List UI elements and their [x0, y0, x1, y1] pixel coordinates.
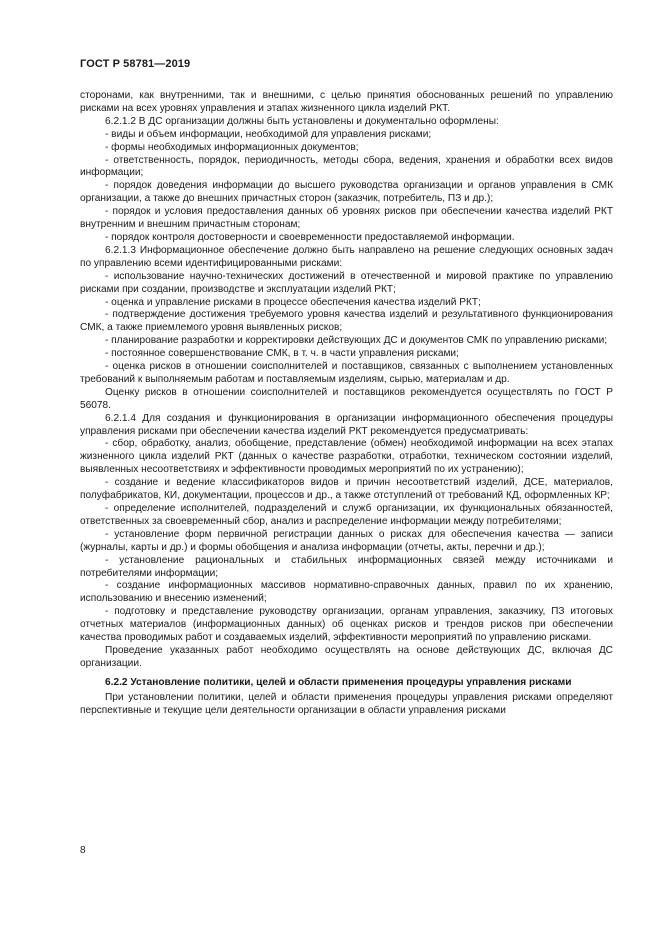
paragraph: - постоянное совершенствование СМК, в т. ч. в части управления рисками;	[105, 348, 459, 360]
paragraph: Оценку рисков в отношении соисполнителей и поставщиков рекомендуется осуществлять по ГОСТ Р 56078.	[80, 386, 613, 411]
document-header: ГОСТ Р 58781—2019	[80, 58, 191, 70]
paragraph: - формы необходимых информационных документов;	[105, 141, 359, 153]
section-heading: 6.2.2 Установление политики, целей и области применения процедуры управления рисками	[105, 676, 572, 688]
paragraph: - ответственность, порядок, периодичность, методы сбора, ведения, хранения и обработки всех видов информации;	[80, 154, 613, 179]
paragraph: - порядок доведения информации до высшего руководства организации и органов управления в СМК организации, а также до внешних причастных сторон (заказчик, потребитель, ПЗ и др.);	[80, 180, 613, 205]
paragraph: 6.2.1.3 Информационное обеспечение должно быть направлено на решение следующих основных задач по управлению всеми идентифицированными рисками:	[80, 244, 613, 269]
paragraph: При установлении политики, целей и области применения процедуры управления рисками определяют перспективные и текущие цели деятельности организации в области управления рисками	[80, 691, 613, 716]
paragraph: 6.2.1.4 Для создания и функционирования в организации информационного обеспечения процедуры управления рисками при обеспечении качества изделий РКТ рекомендуется предусматривать:	[80, 412, 613, 437]
page-number: 8	[80, 845, 86, 856]
paragraph: - создание и ведение классификаторов видов и причин несоответствий изделий, ДСЕ, материалов, полуфабрикатов, КИ, документации, процессов и др., а также отступлений от требований КД, оформленных КР;	[80, 477, 613, 502]
paragraph: - сбор, обработку, анализ, обобщение, представление (обмен) необходимой информации на всех этапах жизненного цикла изделий РКТ (данных о качестве разработки, отработки, техническом состоянии изделий, выявленных несоответствиях и эффективности проводимых мероприятий по их устранению);	[80, 438, 613, 476]
paragraph: - использование научно-технических достижений в отечественной и мировой практике по управлению рисками при создании, производстве и эксплуатации изделий РКТ;	[80, 270, 613, 295]
paragraph: - подготовку и представление руководству организации, органам управления, заказчику, ПЗ итоговых отчетных материалов (информационных данных) об оценках рисков и трендов рисков при обеспечении качества проводимых работ и создаваемых изделий, эффективности мероприятий по управлению рисками.	[80, 606, 613, 644]
paragraph: - порядок и условия предоставления данных об уровнях рисков при обеспечении качества изделий РКТ внутренним и внешним причастным сторонам;	[80, 206, 613, 231]
paragraph: - установление рациональных и стабильных информационных связей между источниками и потребителями информации;	[80, 554, 613, 579]
paragraph: - определение исполнителей, подразделений и служб организации, их функциональных обязанностей, ответственных за своевременный сбор, анализ и распределение информации между потребителями;	[80, 503, 613, 527]
page-body	[80, 90, 613, 718]
paragraph: - виды и объем информации, необходимой для управления рисками;	[105, 128, 432, 140]
paragraph: - подтверждение достижения требуемого уровня качества изделий и результативного функционирования СМК, а также приемлемого уровня выявленных рисков;	[80, 309, 613, 334]
paragraph: 6.2.1.2 В ДС организации должны быть установлены и документально оформлены:	[105, 115, 499, 127]
paragraph: - планирование разработки и корректировки действующих ДС и документов СМК по управлению рисками;	[105, 335, 608, 347]
paragraph: Проведение указанных работ необходимо осуществлять на основе действующих ДС, включая ДС организации.	[80, 644, 613, 669]
paragraph: - оценка и управление рисками в процессе обеспечения качества изделий РКТ;	[105, 296, 481, 308]
paragraph: - порядок контроля достоверности и своевременности предоставляемой информации.	[105, 231, 515, 243]
paragraph: - создание информационных массивов нормативно-справочных данных, правил по их хранению, использованию и внесению изменений;	[80, 580, 613, 605]
paragraph: - установление форм первичной регистрации данных о рисках для обеспечения качества — записи (журналы, карты и др.) и формы обобщения и анализа информации (отчеты, акты, перечни и др.);	[80, 528, 613, 553]
paragraph: - оценка рисков в отношении соисполнителей и поставщиков, связанных с выполнением установленных требований к выполняемым работам и поставляемым изделиям, сырью, материалам и др.	[80, 361, 613, 385]
paragraph: сторонами, как внутренними, так и внешними, с целью принятия обоснованных решений по управлению рисками на всех уровнях управления и этапах жизненного цикла изделий РКТ.	[80, 90, 613, 114]
